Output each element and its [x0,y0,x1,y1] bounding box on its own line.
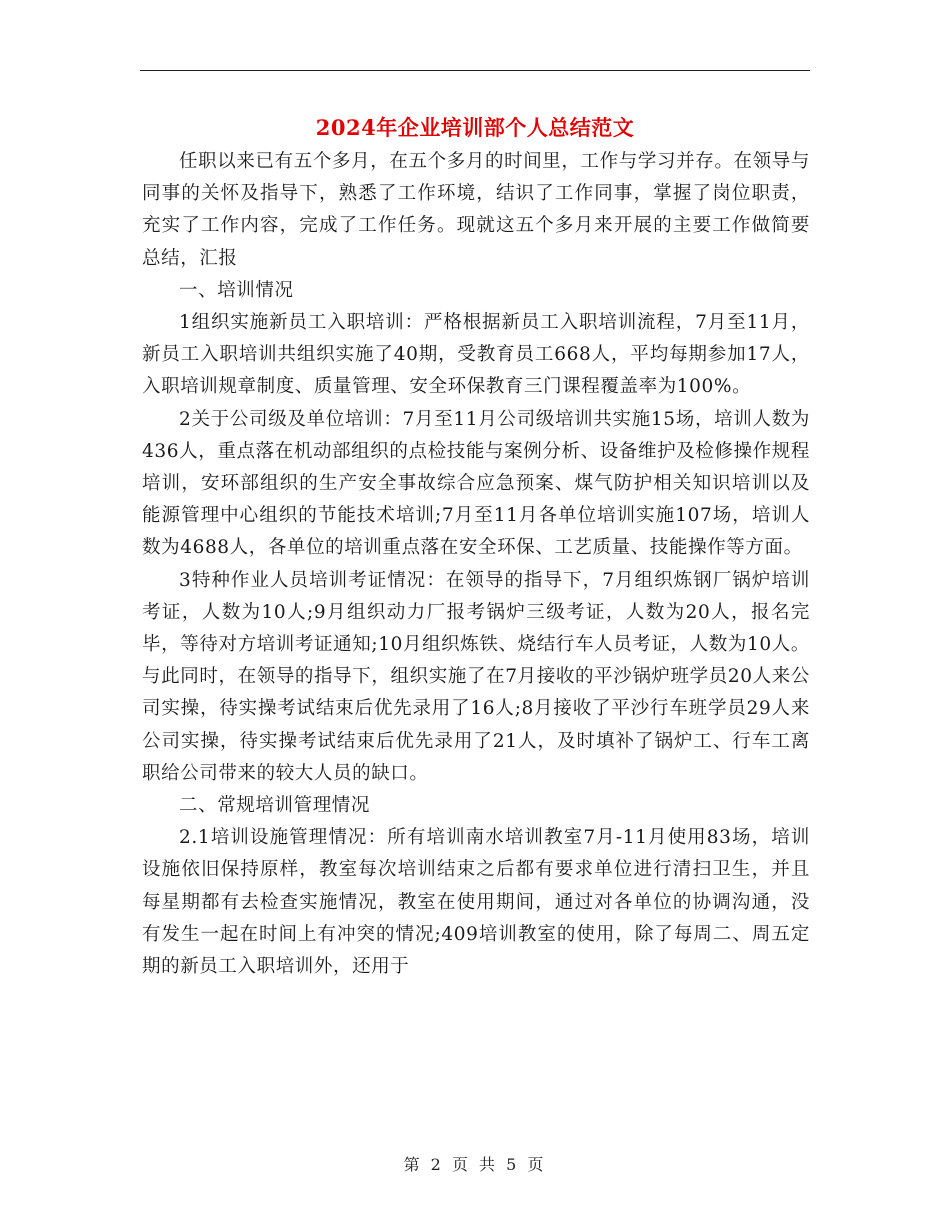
paragraph-new-employee-training: 1组织实施新员工入职培训：严格根据新员工入职培训流程，7月至11月，新员工入职培训共组织实施了40期，受教育员工668人，平均每期参加17人，入职培训规章制度、质量管理、安全环保教育三门课程覆盖率为100%。 [142,312,810,398]
page-number-footer: 第 2 页 共 5 页 [403,1155,547,1174]
paragraph-facility-management: 2.1培训设施管理情况：所有培训南水培训教室7月-11月使用83场，培训设施依旧保持原样，教室每次培训结束之后都有要求单位进行清扫卫生，并且每星期都有去检查实施情况，教室在使用期间，通过对各单位的协调沟通，没有发生一起在时间上有冲突的情况;409培训教室的使用，除了每周二、周五定期的新员工入职培训外，还用于 [142,827,810,978]
section-heading-routine-management: 二、常规培训管理情况 [179,795,371,817]
section-heading-training: 一、培训情况 [179,279,294,301]
document-title: 2024年企业培训部个人总结范文 [315,115,635,140]
paragraph-intro: 任职以来已有五个多月，在五个多月的时间里，工作与学习并存。在领导与同事的关怀及指导下，熟悉了工作环境，结识了工作同事，掌握了岗位职责，充实了工作内容，完成了工作任务。现就这五个多月来开展的主要工作做简要总结，汇报 [142,151,810,269]
paragraph-company-training: 2关于公司级及单位培训：7月至11月公司级培训共实施15场，培训人数为436人，重点落在机动部组织的点检技能与案例分析、设备维护及检修操作规程培训，安环部组织的生产安全事故综合应急预案、煤气防护相关知识培训以及能源管理中心组织的节能技术培训;7月至11月各单位培训实施107场，培训人数为4688人，各单位的培训重点落在安全环保、工艺质量、技能操作等方面。 [142,408,810,559]
header-rule [140,70,810,71]
paragraph-special-operations: 3特种作业人员培训考证情况：在领导的指导下，7月组织炼钢厂锅炉培训考证，人数为10人;9月组织动力厂报考锅炉三级考证，人数为20人，报名完毕，等待对方培训考证通知;10月组织炼铁、烧结行车人员考证，人数为10人。与此同时，在领导的指导下，组织实施了在7月接收的平沙锅炉班学员20人来公司实操，待实操考试结束后优先录用了16人;8月接收了平沙行车班学员29人来公司实操，待实操考试结束后优先录用了21人，及时填补了锅炉工、行车工离职给公司带来的较大人员的缺口。 [142,569,810,784]
document-body [142,146,810,983]
